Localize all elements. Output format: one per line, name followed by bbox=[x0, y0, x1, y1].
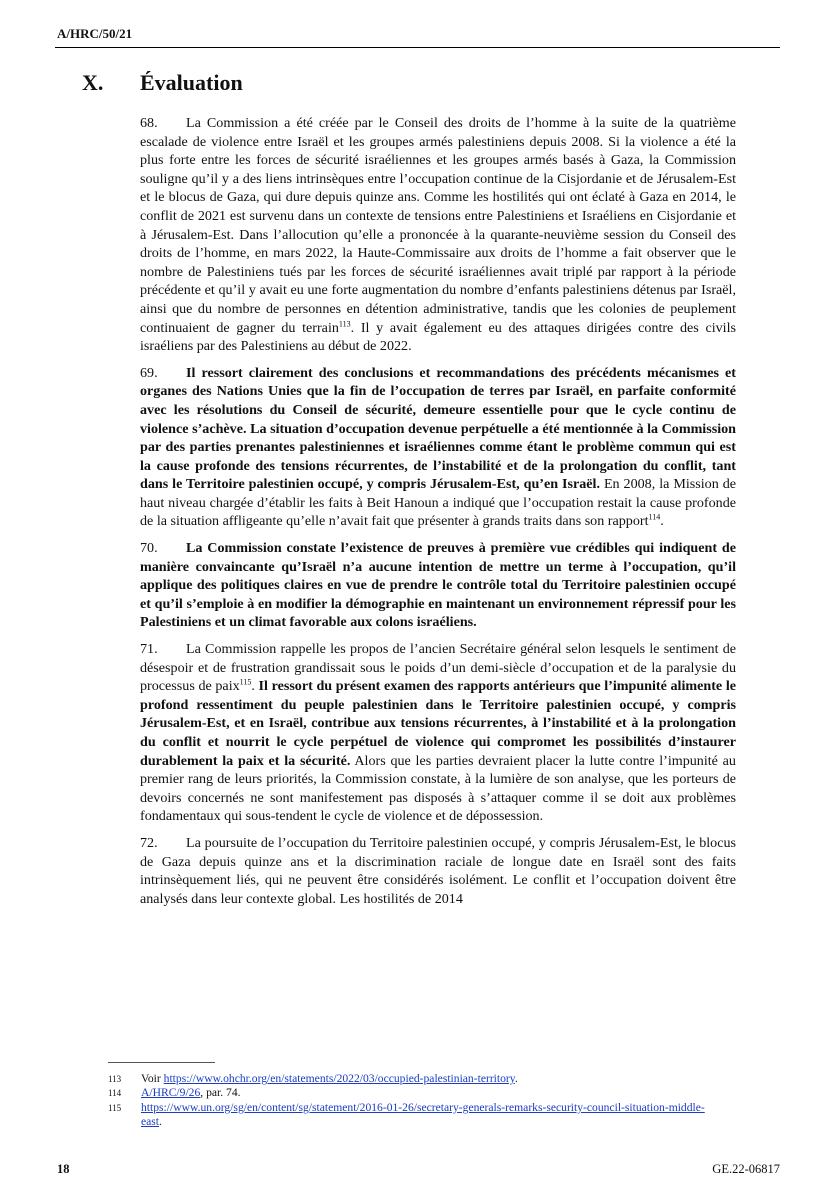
footnote-text bbox=[141, 1086, 241, 1100]
paragraph bbox=[140, 364, 736, 531]
text-run: La poursuite de l’occupation du Territoire palestinien occupé, y compris Jérusalem-Est, le blocus de Gaza depuis quinze ans et la discrimination raciale de longue date en Israël sont des faits intrinsèquement liés, qui ne peuvent être considérés isolément. Le conflit et l’occupation doivent être analysés dans leur contexte global. Les hostilités de 2014 bbox=[140, 834, 736, 907]
paragraph bbox=[140, 539, 736, 632]
section-heading bbox=[82, 70, 243, 96]
footnote-link[interactable]: https://www.ohchr.org/en/statements/2022/03/occupied-palestinian-territory bbox=[163, 1072, 515, 1085]
footnote-link[interactable]: A/HRC/9/26 bbox=[141, 1086, 201, 1100]
footnote-number: 115 bbox=[108, 1102, 122, 1113]
footnote-text bbox=[141, 1101, 708, 1130]
footnote-reference[interactable]: 114 bbox=[648, 512, 661, 522]
footnotes bbox=[108, 1072, 708, 1130]
footnote-rule bbox=[108, 1062, 215, 1063]
paragraph-number: 71. bbox=[140, 641, 158, 658]
footnote bbox=[108, 1086, 708, 1100]
text-run: La Commission rappelle les propos de l’ancien Secrétaire général selon lesquels le sentiment de désespoir et de frustration grandissait sous le poids d’un demi-siècle d’occupation et de la paralysie du processus de paix bbox=[140, 641, 736, 695]
text-run: . bbox=[514, 1072, 518, 1085]
footnote-number: 113 bbox=[108, 1074, 122, 1084]
header-rule bbox=[55, 47, 780, 48]
paragraph-number: 68. bbox=[140, 115, 158, 131]
text-run: La Commission a été créée par le Conseil des droits de l’homme à la suite de la quatrième escalade de violence entre Israël et les groupes armés palestiniens depuis 2008. Si la violence a été la plus forte entre les forces de sécurité israéliennes et les groupes armés basés à Gaza, la Commission souligne qu’il y a des liens intrinsèques entre l’occupation continue de la Cisjordanie et de Jérusalem-Est et le blocus de Gaza, qui dure depuis quinze ans. Comme les hostilités qui ont éclaté à Gaza en 2014, le conflit de 2021 est survenu dans un contexte de tensions entre Palestiniens et Israéliens en Cisjordanie et à Jérusalem-Est. Dans l’allocution qu’elle a prononcée à la quarante-neuvième session du Conseil des droits de l’homme, en mars 2022, la Haute-Commissaire aux droits de l’homme a fait observer que le nombre de Palestiniens tués par les forces de sécurité israéliennes avait triplé par rapport à la période précédente et qu’il y avait eu une forte augmentation du nombre d’enfants palestiniens détenus par Israël, ainsi que du nombre de personnes en détention administrative, tandis que les colonies de peuplement continuaient de gagner du terrain bbox=[140, 115, 736, 336]
document-symbol: A/HRC/50/21 bbox=[57, 26, 133, 41]
footnote-reference[interactable]: 115 bbox=[239, 677, 252, 687]
paragraph-number: 70. bbox=[140, 540, 158, 557]
footnote-link[interactable]: https://www.un.org/sg/en/content/sg/statement/2016-01-26/secretary-generals-remarks-security-council-situation-middle-east bbox=[141, 1100, 705, 1129]
text-run: . bbox=[159, 1115, 162, 1129]
footnote bbox=[108, 1072, 708, 1086]
text-run: Voir bbox=[141, 1072, 164, 1085]
footnote-text bbox=[141, 1072, 518, 1086]
bold-text-run: Il ressort du présent examen des rapports antérieurs que l’impunité alimente le profond ressentiment du peuple palestinien dans le Territoire palestinien occupé, y compris Jérusalem-Est, et en Israël, contribue aux tensions récurrentes, à l’instabilité et à la prolongation du conflit et nourrit le cycle perpétuel de violence qui compromet les possibilités d’instaurer durablement la paix et la sécurité. bbox=[140, 678, 736, 769]
bold-text-run: Il ressort clairement des conclusions et recommandations des précédents mécanismes et organes des Nations Unies que la fin de l’occupation de terres par Israël, en parfaite conformité avec les résolutions du Conseil de sécurité, demeure essentielle pour que le cycle continu de violence s’achève. La situation d’occupation devenue perpétuelle a été mentionnée à la Commission par des parties prenantes palestiniennes et israéliennes comme étant le problème commun qui est la cause profonde des tensions récurrentes, de l’instabilité et de la prolongation du conflit, tant dans le Territoire palestinien occupé, y compris Jérusalem-Est, qu’en Israël. bbox=[140, 364, 736, 493]
text-run: En 2008, la Mission de haut niveau chargée d’établir les faits à Beit Hanoun a indiqué que l’occupation restait la cause profonde de la situation affligeante qu’elle n’avait fait que présenter à grands traits dans son rapport bbox=[140, 476, 736, 530]
body-text bbox=[140, 114, 736, 916]
footnote bbox=[108, 1101, 708, 1130]
section-title: Évaluation bbox=[140, 70, 243, 95]
footnote-number: 114 bbox=[108, 1088, 122, 1099]
text-run: . bbox=[251, 678, 259, 695]
footnote-reference[interactable]: 113 bbox=[338, 318, 351, 328]
section-number: X. bbox=[82, 70, 104, 95]
paragraph-number: 69. bbox=[140, 364, 158, 381]
paragraph-number: 72. bbox=[140, 834, 158, 851]
text-run: . bbox=[660, 513, 664, 530]
bold-text-run: La Commission constate l’existence de preuves à première vue crédibles qui indiquent de manière convaincante qu’Israël n’a aucune intention de mettre un terme à l’occupation, qu’il applique des politiques claires en vue de prendre le contrôle total du Territoire palestinien occupé et qu’il s’emploie à en modifier la démographie en maintenant un environnement répressif pour les Palestiniens et un climat favorable aux colons israéliens. bbox=[140, 540, 736, 631]
text-run: , par. 74. bbox=[200, 1086, 241, 1100]
paragraph bbox=[140, 640, 736, 826]
document-code: GE.22-06817 bbox=[712, 1162, 780, 1176]
paragraph bbox=[140, 114, 736, 356]
paragraph bbox=[140, 834, 736, 908]
text-run: Alors que les parties devraient placer la lutte contre l’impunité au premier rang de leurs priorités, la Commission constate, à la lumière de son analyse, que les porteurs de devoirs concernés ne sont manifestement pas disposés à s’attaquer comme il se doit aux problèmes fondamentaux qui sous-tendent le cycle de violence et de dépossession. bbox=[140, 752, 736, 825]
text-run: . Il y avait également eu des attaques dirigées contre des civils israéliens par des Palestiniens au début de 2022. bbox=[140, 319, 736, 355]
page-number: 18 bbox=[57, 1162, 70, 1176]
